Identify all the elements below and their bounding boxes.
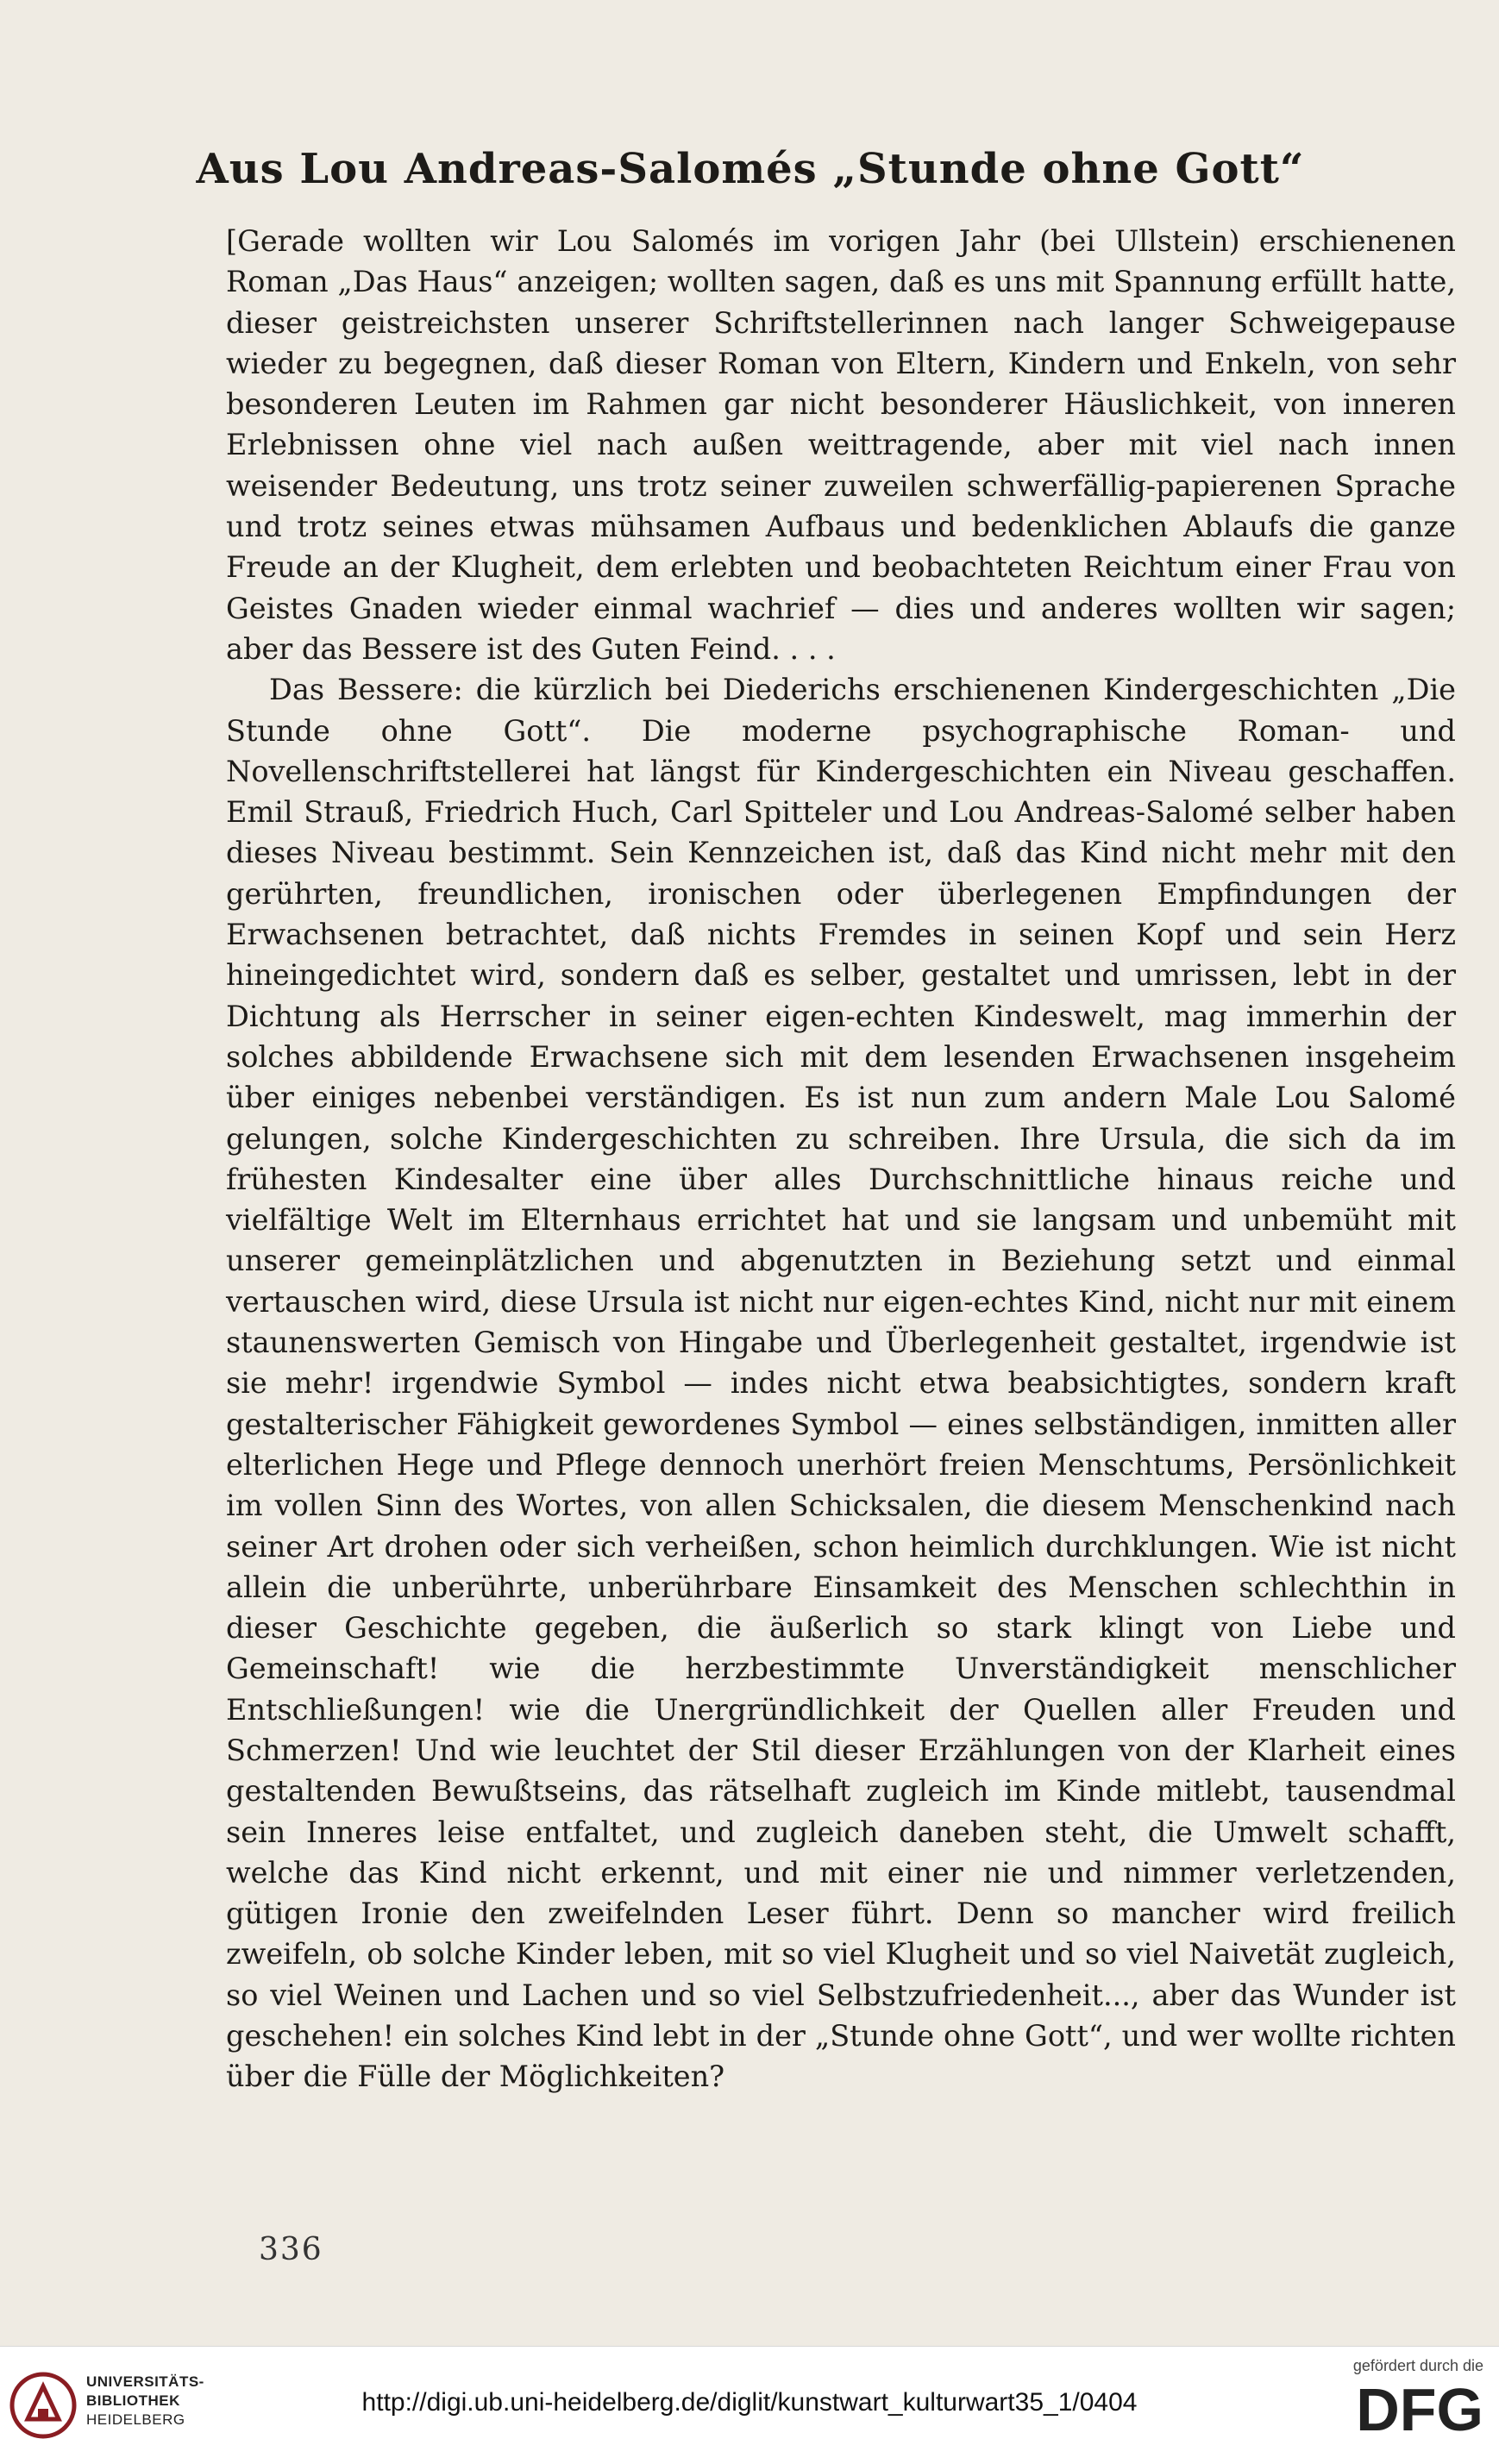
- article-body: [226, 221, 1456, 2097]
- paragraph-review: Das Bessere: die kürzlich bei Diederichs erschienenen Kindergeschichten „Die Stunde ohne Gott“. Die moderne psychographische Roman- und Novellenschriftstellerei hat längst für Kindergeschichten ein Niveau geschaffen. Emil Strauß, Friedrich Huch, Carl Spitteler und Lou Andreas-Salomé selber haben dieses Niveau bestimmt. Sein Kennzeichen ist, daß das Kind nicht mehr mit den gerührten, freundlichen, ironischen oder überlegenen Empfindungen der Erwachsenen betrachtet, daß nichts Fremdes in seinen Kopf und sein Herz hineingedichtet wird, sondern daß es selber, gestaltet und umrissen, lebt in der Dichtung als Herrscher in seiner eigen-echten Kindeswelt, mag immerhin der solches abbildende Erwachsene sich mit dem lesenden Erwachsenen insgeheim über einiges nebenbei verständigen. Es ist nun zum andern Male Lou Salomé gelungen, solche Kindergeschichten zu schreiben. Ihre Ursula, die sich da im frühesten Kindesalter eine über alles Durchschnittliche hinaus reiche und vielfältige Welt im Elternhaus errichtet hat und sie langsam und unbemüht mit unserer gemeinplätzlichen und abgenutzten in Beziehung setzt und einmal vertauschen wird, diese Ursula ist nicht nur eigen-echtes Kind, nicht nur mit einem staunenswerten Gemisch von Hingabe und Überlegenheit gestaltet, irgendwie ist sie mehr! irgendwie Symbol — indes nicht etwa beabsichtigtes, sondern kraft gestalterischer Fähigkeit gewordenes Symbol — eines selbständigen, inmitten aller elterlichen Hege und Pflege dennoch unerhört freien Menschtums, Persönlichkeit im vollen Sinn des Wortes, von allen Schicksalen, die diesem Menschenkind nach seiner Art drohen oder sich verheißen, schon heimlich durchklungen. Wie ist nicht allein die unberührte, unberührbare Einsamkeit des Menschen schlechthin in dieser Geschichte gegeben, die äußerlich so stark klingt von Liebe und Gemeinschaft! wie die herzbestimmte Unverständigkeit menschlicher Entschließungen! wie die Unergründlichkeit der Quellen aller Freuden und Schmerzen! Und wie leuchtet der Stil dieser Erzählungen von der Klarheit eines gestaltenden Bewußtseins, das rätselhaft zugleich im Kinde mitlebt, tausendmal sein Inneres leise entfaltet, und zugleich daneben steht, die Umwelt schafft, welche das Kind nicht erkennt, und mit einer nie und nimmer verletzenden, gütigen Ironie den zweifelnden Leser führt. Denn so mancher wird freilich zweifeln, ob solche Kinder leben, mit so viel Klugheit und so viel Naivetät zugleich, so viel Weinen und Lachen und so viel Selbstzufriedenheit..., aber das Wunder ist geschehen! ein solches Kind lebt in der „Stunde ohne Gott“, und wer wollte richten über die Fülle der Möglichkeiten?: [226, 673, 1456, 2094]
- article-title: Aus Lou Andreas-Salomés „Stunde ohne Gott“: [196, 145, 1305, 193]
- page-number: 336: [259, 2232, 323, 2267]
- paragraph-intro: [Gerade wollten wir Lou Salomés im vorigen Jahr (bei Ullstein) erschienenen Roman „Das Haus“ anzeigen; wollten sagen, daß es uns mit Spannung erfüllt hatte, dieser geistreichsten unserer Schriftstellerinnen nach langer Schweigepause wieder zu begegnen, daß dieser Roman von Eltern, Kindern und Enkeln, von sehr besonderen Leuten im Rahmen gar nicht besonderer Häuslichkeit, von inneren Erlebnissen ohne viel nach außen weittragende, aber mit viel nach innen weisender Bedeutung, uns trotz seiner zuweilen schwerfällig-papierenen Sprache und trotz seines etwas mühsamen Aufbaus und bedenklichen Ablaufs die ganze Freude an der Klugheit, dem erlebten und beobachteten Reichtum einer Frau von Geistes Gnaden wieder einmal wachrief — dies und anderes wollten wir sagen; aber das Bessere ist des Guten Feind. . . .: [226, 224, 1456, 666]
- funder-block: [1302, 2357, 1483, 2443]
- svg-text:DFG: DFG: [1356, 2379, 1483, 2439]
- dfg-logo-icon: [1320, 2379, 1483, 2439]
- footer-bar: [0, 2346, 1499, 2464]
- source-url-link[interactable]: http://digi.ub.uni-heidelberg.de/diglit/kunstwart_kulturwart35_1/0404: [361, 2388, 1138, 2417]
- funding-caption: gefördert durch die: [1352, 2357, 1483, 2374]
- library-name: UNIVERSITÄTS- BIBLIOTHEK HEIDELBERG: [86, 2373, 204, 2428]
